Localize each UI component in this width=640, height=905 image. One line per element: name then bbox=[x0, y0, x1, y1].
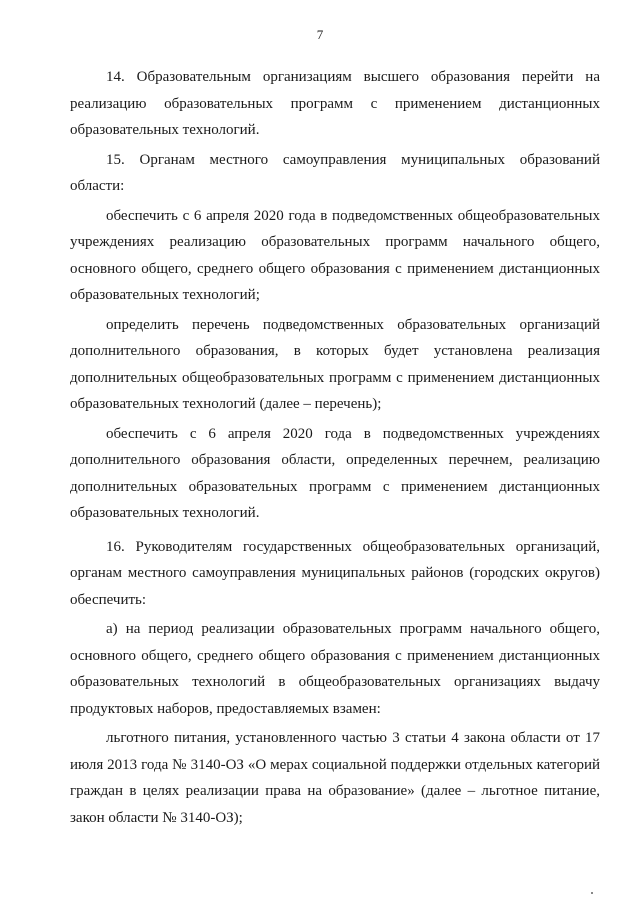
paragraph-14: 14. Образовательным организациям высшего образования перейти на реализацию образовательных программ с применением дистанционных образовательных технологий. bbox=[70, 69, 600, 138]
paragraph-15-item-3: обеспечить с 6 апреля 2020 года в подведомственных учреждениях дополнительного образования области, определенных перечнем, реализацию дополнительных образовательных программ с применением дистанционных образовательных технологий. bbox=[70, 425, 600, 521]
scan-speck bbox=[591, 892, 593, 894]
paragraph-15-item-1: обеспечить с 6 апреля 2020 года в подведомственных общеобразовательных учреждениях реализацию образовательных программ начального общего, основного общего, среднего общего образования с применением дистанционных образовательных технологий; bbox=[70, 207, 600, 303]
paragraph-16: 16. Руководителям государственных общеобразовательных организаций, органам местного самоуправления муниципальных районов (городских округов) обеспечить: bbox=[70, 538, 600, 608]
paragraph-16-item-a: а) на период реализации образовательных программ начального общего, основного общего, среднего общего образования с применением дистанционных образовательных технологий в общеобразовательных организациях выдачу продуктовых наборов, предоставляемых взамен: bbox=[70, 621, 600, 717]
paragraph-15: 15. Органам местного самоуправления муниципальных образований области: bbox=[70, 151, 600, 194]
page-number: 7 bbox=[316, 27, 324, 42]
document-body bbox=[70, 64, 600, 831]
paragraph-16-item-a-sub-1: льготного питания, установленного частью 3 статьи 4 закона области от 17 июля 2013 года № 3140-ОЗ «О мерах социальной поддержки отдельных категорий граждан в целях реализации права на образование» (далее – льготное питание, закон области № 3140-ОЗ); bbox=[70, 730, 600, 826]
paragraph-15-item-2: определить перечень подведомственных образовательных организаций дополнительного образования, в которых будет установлена реализация дополнительных общеобразовательных программ с применением дистанционных образовательных технологий (далее – перечень); bbox=[70, 316, 600, 412]
